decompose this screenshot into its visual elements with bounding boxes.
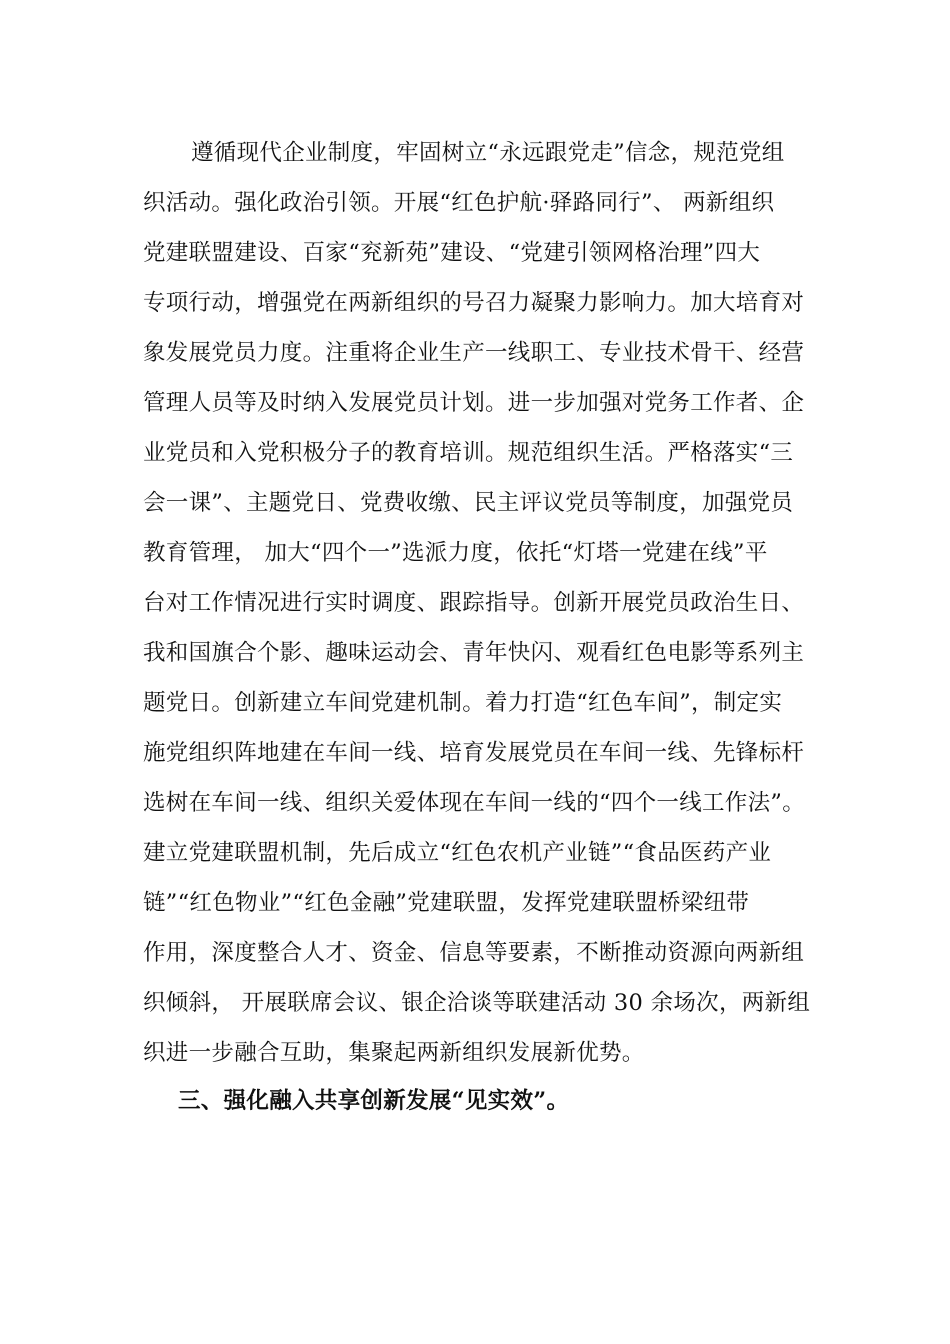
paragraph-line: 我和国旗合个影、趣味运动会、青年快闪、观看红色电影等系列主 (143, 640, 805, 666)
section-heading: 三、强化融入共享创新发展“见实效”。 (178, 1088, 570, 1114)
paragraph-line: 选树在车间一线、组织关爱体现在车间一线的“四个一线工作法”。 (143, 790, 806, 816)
body-paragraph (143, 128, 811, 1078)
paragraph-line: 作用，深度整合人才、资金、信息等要素，不断推动资源向两新组 (143, 940, 805, 966)
paragraph-line: 链”“红色物业”“红色金融”党建联盟，发挥党建联盟桥梁纽带 (143, 890, 750, 916)
paragraph-line: 施党组织阵地建在车间一线、培育发展党员在车间一线、先锋标杆 (143, 740, 805, 766)
paragraph-line: 台对工作情况进行实时调度、跟踪指导。创新开展党员政治生日、 (143, 590, 805, 616)
paragraph-line: 教育管理， 加大“四个一”选派力度，依托“灯塔一党建在线”平 (143, 540, 768, 566)
paragraph-line: 管理人员等及时纳入发展党员计划。进一步加强对党务工作者、企 (143, 390, 805, 416)
paragraph-line: 业党员和入党积极分子的教育培训。规范组织生活。严格落实“三 (143, 440, 794, 466)
paragraph-line: 象发展党员力度。注重将企业生产一线职工、专业技术骨干、经营 (143, 340, 805, 366)
paragraph-line: 织活动。强化政治引领。开展“红色护航·驿路同行”、 两新组织 (143, 190, 775, 216)
paragraph-line: 织倾斜， 开展联席会议、银企洽谈等联建活动 30 余场次，两新组 (143, 990, 811, 1016)
paragraph-line: 专项行动，增强党在两新组织的号召力凝聚力影响力。加大培育对 (143, 290, 805, 316)
paragraph-line: 党建联盟建设、百家“兖新苑”建设、“党建引领网格治理”四大 (143, 240, 761, 266)
paragraph-line: 遵循现代企业制度，牢固树立“永远跟党走”信念，规范党组 (191, 140, 785, 166)
paragraph-line: 建立党建联盟机制，先后成立“红色农机产业链”“食品医药产业 (143, 840, 772, 866)
paragraph-line: 题党日。创新建立车间党建机制。着力打造“红色车间”，制定实 (143, 690, 783, 716)
paragraph-line: 织进一步融合互助，集聚起两新组织发展新优势。 (143, 1040, 645, 1066)
paragraph-line: 会一课”、主题党日、党费收缴、民主评议党员等制度，加强党员 (143, 490, 794, 516)
